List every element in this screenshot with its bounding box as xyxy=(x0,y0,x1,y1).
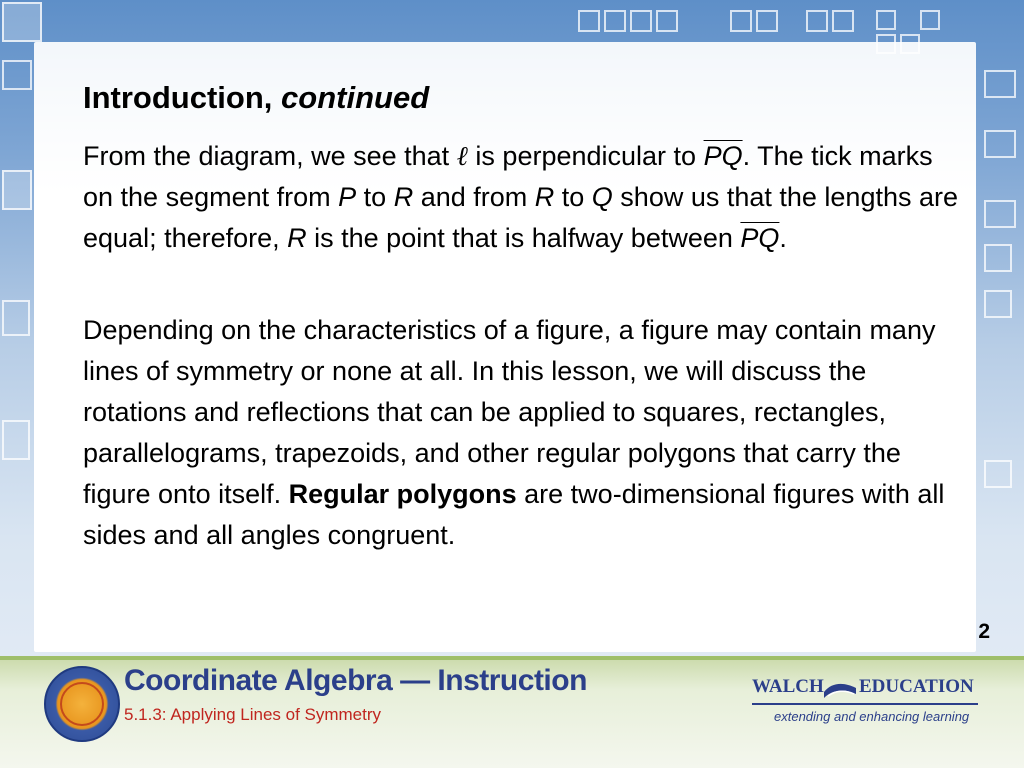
point-r: R xyxy=(393,182,414,212)
text-run: is perpendicular to xyxy=(467,141,704,171)
term-regular-polygons: Regular polygons xyxy=(288,479,517,509)
paragraph-regular-polygons xyxy=(83,310,963,556)
decor-square xyxy=(2,300,30,336)
text-run: is the point that is halfway between xyxy=(306,223,741,253)
decor-square xyxy=(984,460,1012,488)
segment-pq: $\overline{PQ}$ xyxy=(740,223,780,253)
point-r: R xyxy=(534,182,555,212)
publisher-tagline: extending and enhancing learning xyxy=(774,709,970,724)
seal-inner-ring xyxy=(60,682,104,726)
text-run: are two-dimensional figures with all sides and all angles congruent. xyxy=(83,479,945,550)
decor-square xyxy=(604,10,626,32)
decor-square xyxy=(756,10,778,32)
text-run: . The tick marks on the segment from xyxy=(83,141,933,212)
decor-square xyxy=(984,290,1012,318)
decor-square xyxy=(578,10,600,32)
text-run: and from xyxy=(413,182,535,212)
publisher-name-left: WALCH xyxy=(752,676,824,697)
book-swoosh-icon xyxy=(822,676,858,702)
decor-square xyxy=(876,10,896,30)
slide-title-main: Introduction, xyxy=(83,80,273,115)
walch-education-logo xyxy=(752,676,982,702)
lesson-label: 5.1.3: Applying Lines of Symmetry xyxy=(124,705,382,724)
decor-square xyxy=(984,130,1016,158)
publisher-underline xyxy=(752,703,978,705)
page-number: 2 xyxy=(978,620,990,643)
decor-square xyxy=(984,70,1016,98)
text-run: to xyxy=(356,182,394,212)
text-run: Depending on the characteristics of a figure, a figure may contain many lines of symmetry or none at all. In this lesson, we will discuss the rotations and reflections that can be applied to squares, rectangles, parallelograms, trapezoids, and other regular polygons that carry the figure onto itself. xyxy=(83,315,936,509)
slide-title xyxy=(83,80,429,116)
decor-square xyxy=(2,60,32,90)
decor-square xyxy=(656,10,678,32)
footer-divider xyxy=(0,656,1024,660)
decor-square xyxy=(806,10,828,32)
decor-square xyxy=(984,200,1016,228)
georgia-common-core-seal-logo xyxy=(44,666,120,742)
decor-square xyxy=(920,10,940,30)
text-run: show us that the lengths are equal; therefore, xyxy=(83,182,959,253)
decor-square xyxy=(2,2,42,42)
decor-square xyxy=(2,420,30,460)
decor-square xyxy=(832,10,854,32)
point-r: R xyxy=(287,223,307,253)
slide-title-continued: continued xyxy=(281,80,430,115)
line-ell-symbol: ℓ xyxy=(456,141,468,172)
paragraph-perpendicular-bisector xyxy=(83,136,963,259)
series-title: Coordinate Algebra — Instruction xyxy=(124,664,587,697)
text-run: to xyxy=(554,182,592,212)
decor-square xyxy=(630,10,652,32)
decor-square xyxy=(2,170,32,210)
decor-square xyxy=(730,10,752,32)
decor-square xyxy=(984,244,1012,272)
segment-pq: $\overline{PQ}$ xyxy=(703,141,743,171)
point-p: P xyxy=(338,182,357,212)
publisher-name-right: EDUCATION xyxy=(859,676,974,697)
text-run: . xyxy=(779,223,787,253)
point-q: Q xyxy=(591,182,613,212)
text-run: From the diagram, we see that xyxy=(83,141,457,171)
